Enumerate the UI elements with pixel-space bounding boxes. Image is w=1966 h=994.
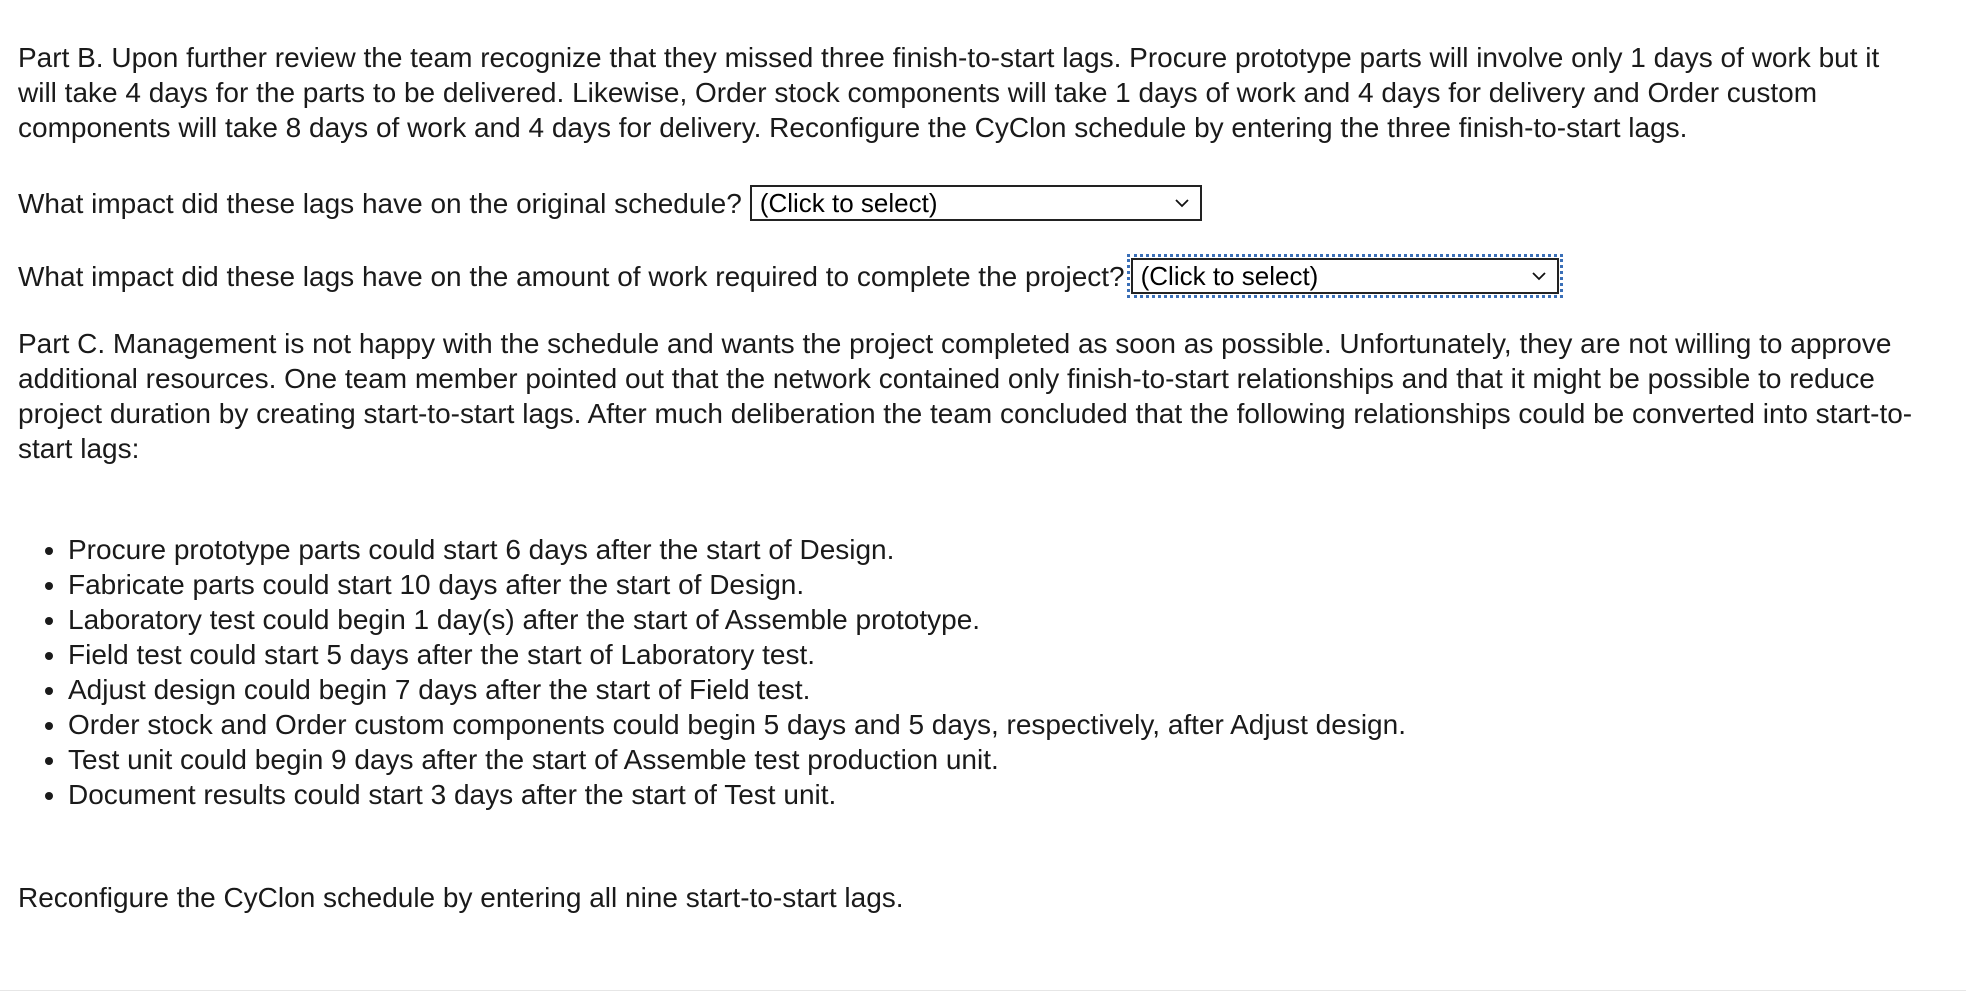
list-item: • Laboratory test could begin 1 day(s) after the start of Assemble prototype. <box>68 602 1948 637</box>
list-item: • Adjust design could begin 7 days after the start of Field test. <box>68 672 1948 707</box>
schedule-impact-select-value: (Click to select) <box>759 187 938 218</box>
question-schedule-impact <box>18 183 1948 223</box>
list-item: • Order stock and Order custom components could begin 5 days and 5 days, respectively, after Adjust design. <box>68 707 1948 742</box>
chevron-down-icon <box>1531 268 1547 284</box>
question-schedule-impact-label: What impact did these lags have on the original schedule? <box>18 187 742 219</box>
work-impact-select-value: (Click to select) <box>1140 260 1319 291</box>
list-item: • Test unit could begin 9 days after the start of Assemble test production unit. <box>68 742 1948 777</box>
list-item: • Document results could start 3 days after the start of Test unit. <box>68 777 1948 812</box>
question-content <box>18 40 1948 915</box>
question-work-impact-label: What impact did these lags have on the amount of work required to complete the project? <box>18 260 1125 292</box>
schedule-impact-select-wrapper <box>750 185 1202 221</box>
list-item: • Field test could start 5 days after the start of Laboratory test. <box>68 637 1948 672</box>
schedule-impact-select[interactable] <box>750 185 1202 221</box>
part-c-paragraph: Part C. Management is not happy with the schedule and wants the project completed as soon as possible. Unfortunately, they are not willing to approve additional resources. One team member pointed out that the network contained only finish-to-start relationships and that it might be possible to reduce project duration by creating start-to-start lags. After much deliberation the team concluded that the following relationships could be converted into start-to-start lags: <box>18 328 1913 464</box>
bottom-divider <box>0 990 1966 991</box>
chevron-down-icon <box>1174 195 1190 211</box>
question-work-impact <box>18 256 1948 296</box>
closing-instruction: Reconfigure the CyClon schedule by entering all nine start-to-start lags. <box>18 882 904 913</box>
start-to-start-lag-list <box>18 532 1948 812</box>
part-b-paragraph: Part B. Upon further review the team recognize that they missed three finish-to-start lags. Procure prototype parts will involve only 1 days of work but it will take 4 days for the parts to be delivered. Likewise, Order stock components will take 1 days of work and 4 days for delivery and Order custom components will take 8 days of work and 4 days for delivery. Reconfigure the CyClon schedule by entering the three finish-to-start lags. <box>18 42 1880 143</box>
work-impact-select[interactable] <box>1131 258 1559 294</box>
list-item: • Fabricate parts could start 10 days after the start of Design. <box>68 567 1948 602</box>
work-impact-select-wrapper <box>1131 258 1559 294</box>
list-item: • Procure prototype parts could start 6 days after the start of Design. <box>68 532 1948 567</box>
